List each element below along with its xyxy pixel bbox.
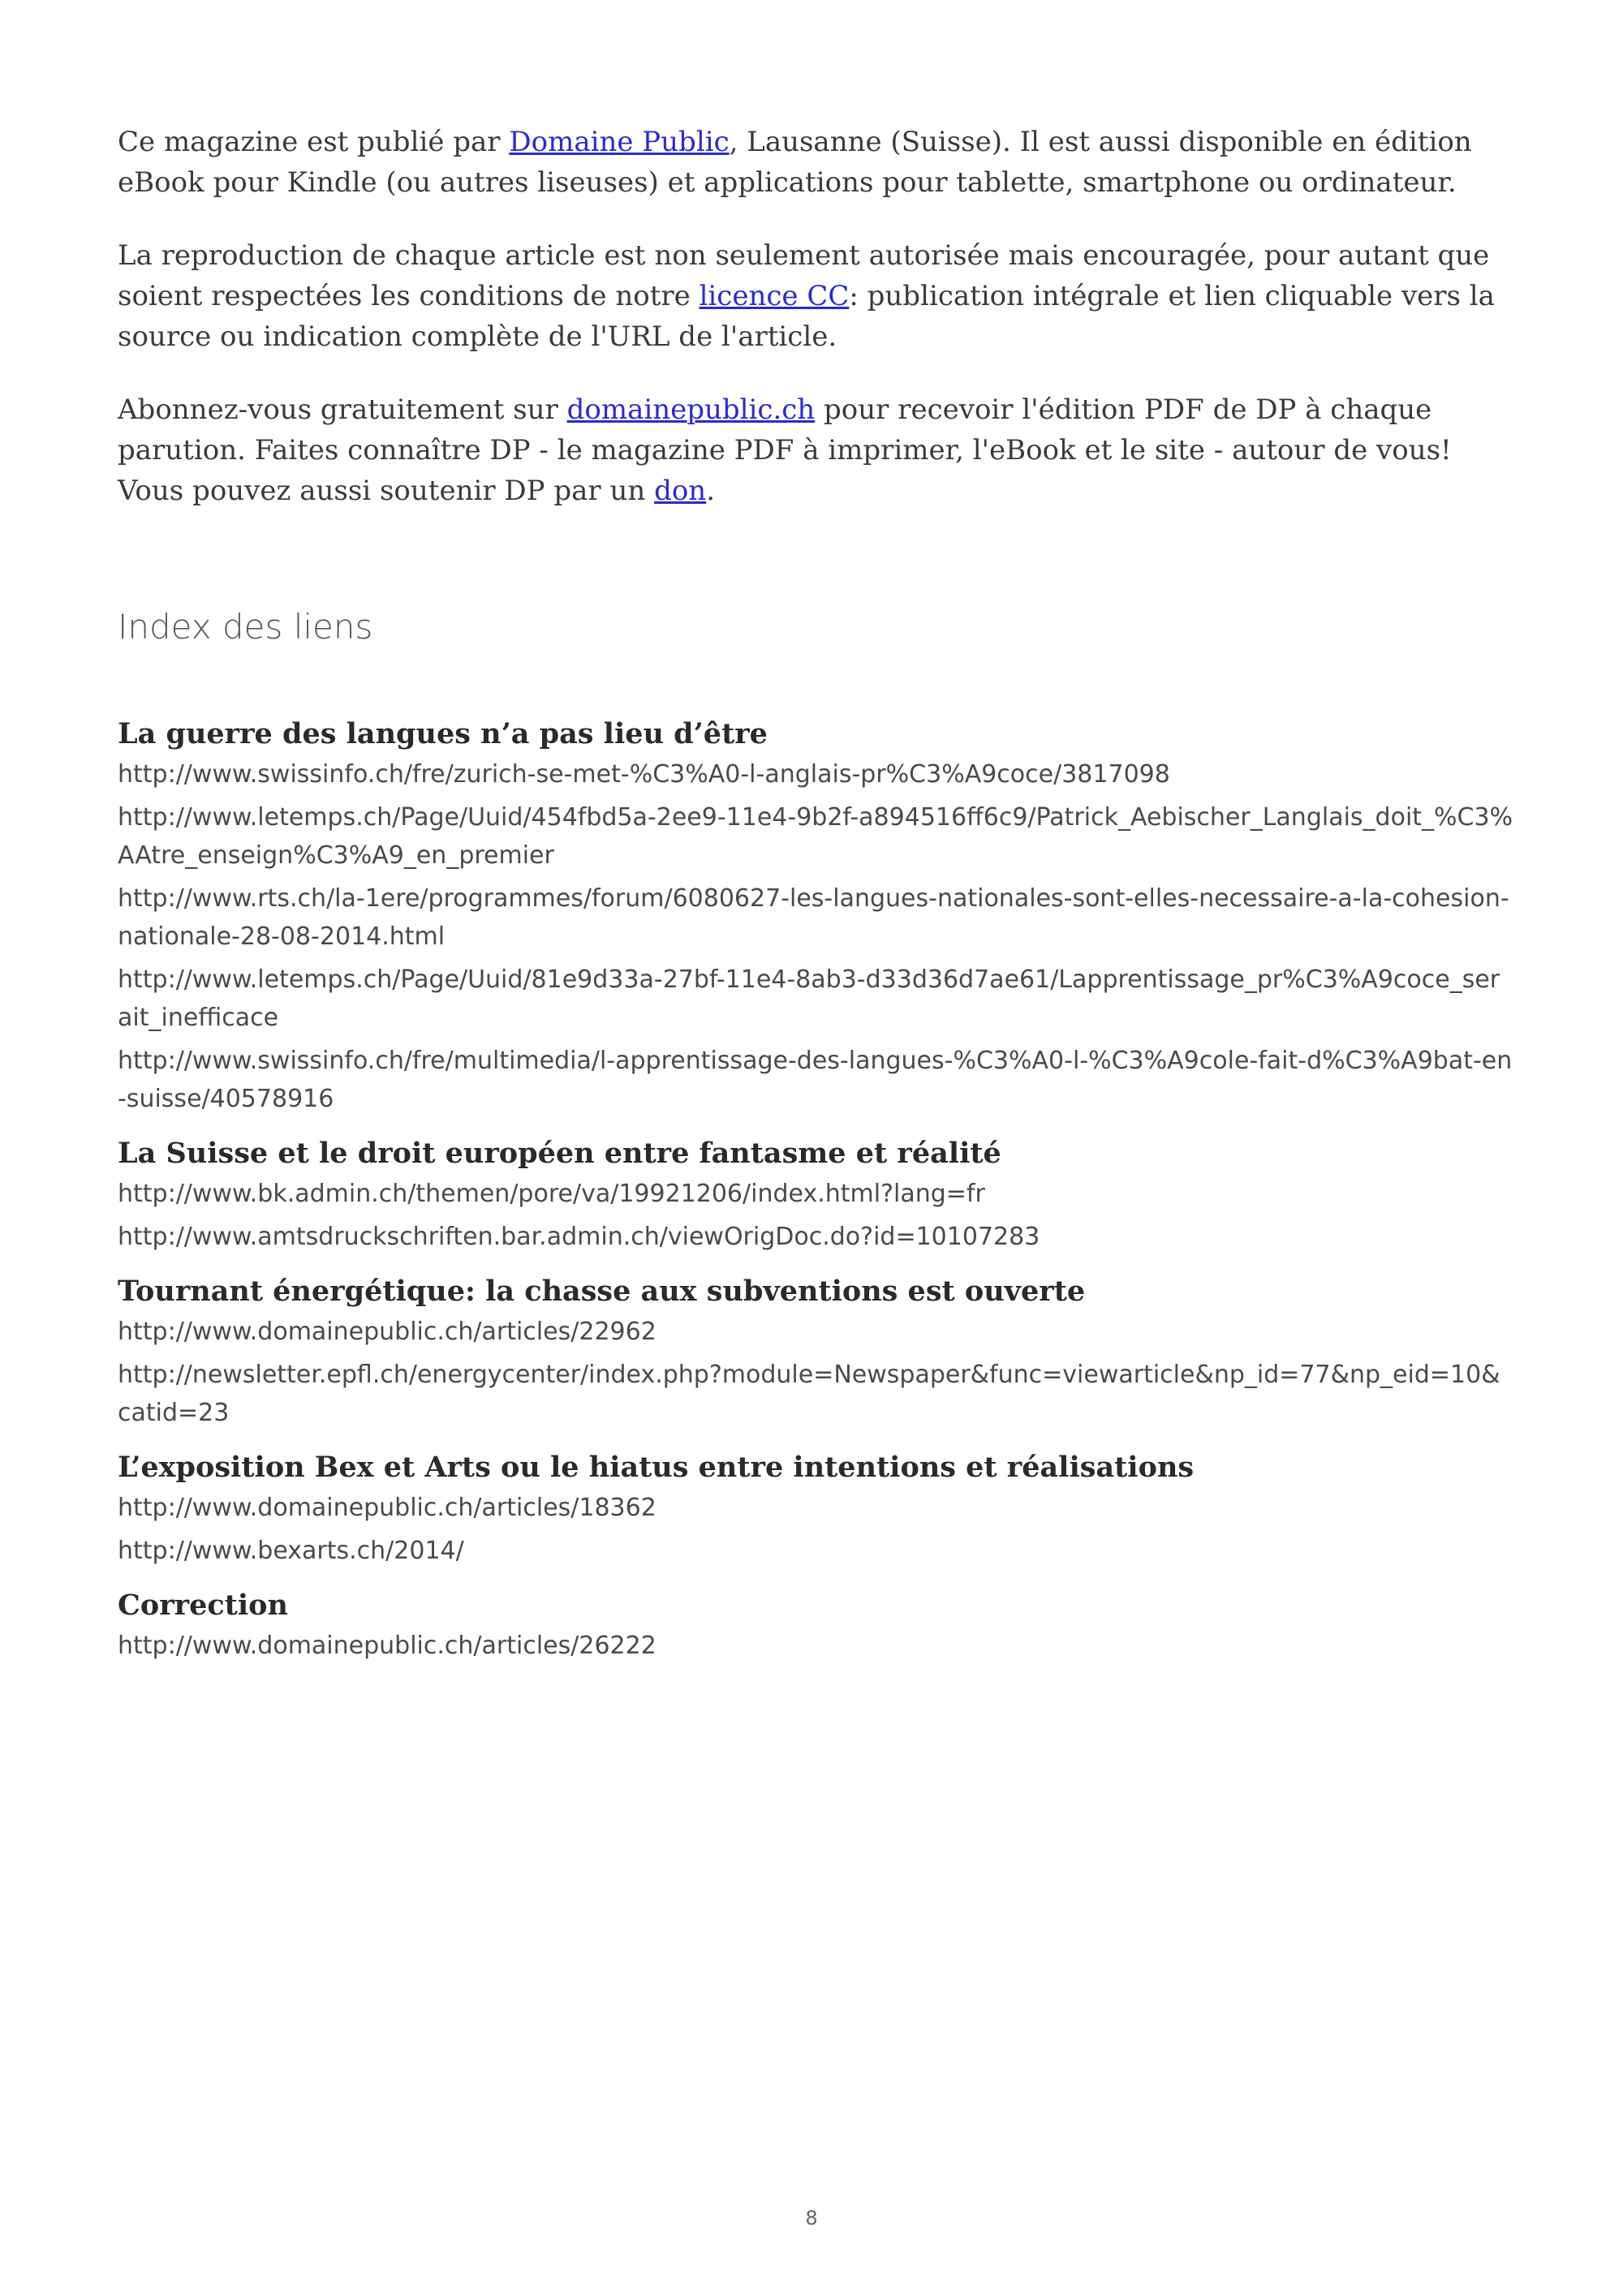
intro-text: La reproduction de chaque article est non seulement autorisée mais encouragée, pour autant que soient respectées les conditions de notre (118, 239, 1490, 312)
article-title: Tournant énergétique: la chasse aux subventions est ouverte (118, 1275, 1086, 1308)
article-entry (118, 1134, 1513, 1256)
article-link[interactable]: http://www.bexarts.ch/2014/ (118, 1537, 464, 1565)
don-link[interactable]: don (654, 475, 707, 507)
article-title: L’exposition Bex et Arts ou le hiatus entre intentions et réalisations (118, 1451, 1195, 1484)
article-link[interactable]: http://www.letemps.ch/Page/Uuid/81e9d33a-27bf-11e4-8ab3-d33d36d7ae61/Lapprentissage_pr%C3%A9coce_serait_inefficace (118, 965, 1500, 1032)
intro-text: Ce magazine est publié par (118, 126, 510, 158)
article-link[interactable]: http://www.bk.admin.ch/themen/pore/va/19921206/index.html?lang=fr (118, 1180, 985, 1208)
intro-paragraph-publisher (118, 122, 1513, 203)
article-entry (118, 1272, 1513, 1432)
link-index (118, 715, 1513, 1665)
article-link[interactable]: http://www.rts.ch/la-1ere/programmes/forum/6080627-les-langues-nationales-sont-elles-necessaire-a-la-cohesion-nationale-28-08-2014.html (118, 884, 1509, 951)
article-entry (118, 1586, 1513, 1665)
article-link[interactable]: http://newsletter.epfl.ch/energycenter/index.php?module=Newspaper&func=viewarticle&np_id=77&np_eid=10&catid=23 (118, 1361, 1500, 1427)
intro-paragraph-license (118, 235, 1513, 357)
article-title: Correction (118, 1589, 288, 1622)
domaine-public-link[interactable]: Domaine Public (509, 126, 730, 158)
article-title: La Suisse et le droit européen entre fantasme et réalité (118, 1137, 1001, 1170)
intro-text: pour recevoir l'édition PDF de DP à chaque parution. Faites connaître DP - le magazine PDF à imprimer, l'eBook et le site - autour de vous! Vous pouvez aussi soutenir DP par un (118, 393, 1452, 507)
intro-paragraph-subscribe (118, 389, 1513, 511)
intro-text: : publication intégrale et lien cliquable vers la source ou indication complète de l'URL de l'article. (118, 280, 1495, 353)
article-link[interactable]: http://www.domainepublic.ch/articles/22962 (118, 1318, 657, 1346)
page-content (118, 122, 1513, 1681)
intro-text: , Lausanne (Suisse). Il est aussi disponible en édition eBook pour Kindle (ou autres liseuses) et applications pour tablette, smartphone ou ordinateur. (118, 126, 1472, 199)
intro-text: Abonnez-vous gratuitement sur (118, 393, 567, 426)
page-number: 8 (805, 2207, 818, 2229)
article-link[interactable]: http://www.domainepublic.ch/articles/18362 (118, 1494, 657, 1522)
article-link[interactable]: http://www.domainepublic.ch/articles/26222 (118, 1632, 657, 1660)
article-link[interactable]: http://www.swissinfo.ch/fre/multimedia/l-apprentissage-des-langues-%C3%A0-l-%C3%A9cole-fait-d%C3%A9bat-en-suisse/40578916 (118, 1047, 1513, 1113)
domainepublic-link[interactable]: domainepublic.ch (566, 393, 816, 426)
article-title: La guerre des langues n’a pas lieu d’être (118, 717, 768, 750)
article-link[interactable]: http://www.amtsdruckschriften.bar.admin.ch/viewOrigDoc.do?id=10107283 (118, 1223, 1040, 1251)
article-link[interactable]: http://www.letemps.ch/Page/Uuid/454fbd5a-2ee9-11e4-9b2f-a894516ff6c9/Patrick_Aebischer_Langlais_doit_%C3%AAtre_enseign%C3%A9_en_premier (118, 803, 1513, 870)
intro-text: . (706, 475, 716, 507)
intro-section (118, 122, 1513, 511)
index-heading: Index des liens (118, 607, 373, 647)
article-entry (118, 715, 1513, 1118)
licence-cc-link[interactable]: licence CC (699, 280, 850, 312)
article-link[interactable]: http://www.swissinfo.ch/fre/zurich-se-met-%C3%A0-l-anglais-pr%C3%A9coce/3817098 (118, 760, 1170, 789)
article-entry (118, 1448, 1513, 1570)
